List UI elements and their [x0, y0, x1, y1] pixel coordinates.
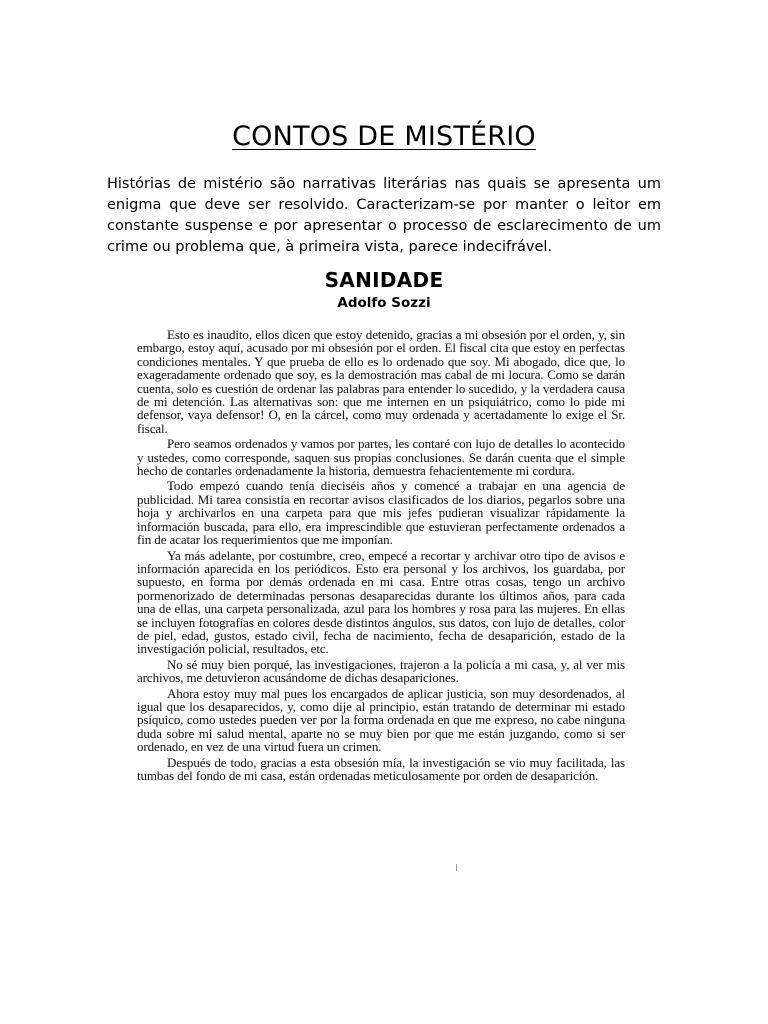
page-title: CONTOS DE MISTÉRIO — [232, 121, 536, 152]
scan-speck — [456, 864, 457, 871]
story-paragraph: Pero seamos ordenados y vamos por partes, les contaré con lujo de detalles lo acontecido y ustedes, como corresponde, saquen sus propias conclusiones. Se darán cuenta que el simple hecho de contarles ordenadamente la historia, demuestra fehacientemente mi cordura. — [137, 436, 625, 479]
story-paragraph: Ahora estoy muy mal pues los encargados de aplicar justicia, son muy desordenados, al igual que los desaparecidos, y, como dije al principio, están tratando de determinar mi estado psíquico, como ustedes pueden ver por la forma ordenada en que me expreso, no cabe ninguna duda sobre mi salud mental, aparte no se muy bien por que me están juzgando, como si ser ordenado, en vez de una virtud fuera un crimen. — [137, 685, 625, 755]
story-title: SANIDADE — [324, 268, 444, 292]
story-paragraph: Todo empezó cuando tenía dieciséis años y comencé a trabajar en una agencia de publicidad. Mi tarea consistía en recortar avisos clasificados de los diarios, pegarlos sobre una hoja y archivarlos en una carpeta para que mis jefes pudieran visualizar rápidamente la información buscada, para ello, era imprescindible que estuvieran perfectamente ordenados a fin de acatar los requerimientos que me imponían. — [137, 478, 625, 548]
intro-paragraph: Histórias de mistério são narrativas literárias nas quais se apresenta um enigma que deve ser resolvido. Caracterizam-se por manter o leitor em constante suspense e por apresentar o processo de esclarecimento de um crime ou problema que, à primeira vista, parece indecifrável. — [107, 176, 661, 255]
story-author: Adolfo Sozzi — [337, 295, 431, 311]
scanned-story-text — [137, 328, 625, 784]
story-paragraph: Esto es inaudito, ellos dicen que estoy detenido, gracias a mi obsesión por el orden, y, sin embargo, estoy aquí, acusado por mi obsesión por el orden. El fiscal cita que estoy en perfectas condiciones mentales. Y que prueba de ello es lo ordenado que soy. Mi abogado, dice que, lo exageradamente ordenado que soy, es la demostración mas cabal de mi locura. Como se darán cuenta, solo es cuestión de ordenar las palabras para entender lo sucedido, y la verdadera causa de mi detención. Las alternativas son: que me internen en un psiquiátrico, como lo pide mi defensor, vaya defensor! O, en la cárcel, como muy ordenada y acertadamente lo exige el Sr. fiscal. — [137, 327, 625, 436]
story-paragraph: Ya más adelante, por costumbre, creo, empecé a recortar y archivar otro tipo de avisos e información aparecida en los periódicos. Esto era personal y los archivos, los guardaba, por supuesto, en forma por demás ordenada en mi casa. Entre otras cosas, tengo un archivo pormenorizado de determinadas personas desaparecidas durante los últimos años, para cada una de ellas, una carpeta personalizada, azul para los hombres y rosa para las mujeres. En ellas se incluyen fotografías en colores desde distintos ángulos, sus datos, con lujo de detalles, color de piel, edad, gustos, estado civil, fecha de nacimiento, fecha de desaparición, estado de la investigación policial, resultados, etc. — [137, 547, 625, 657]
story-paragraph: No sé muy bien porqué, las investigaciones, trajeron a la policía a mi casa, y, al ver mis archivos, me detuvieron acusándome de dichas desapariciones. — [137, 656, 625, 686]
story-paragraph: Después de todo, gracias a esta obsesión mía, la investigación se vio muy facilitada, las tumbas del fondo de mi casa, están ordenadas meticulosamente por orden de desaparición. — [137, 754, 625, 783]
